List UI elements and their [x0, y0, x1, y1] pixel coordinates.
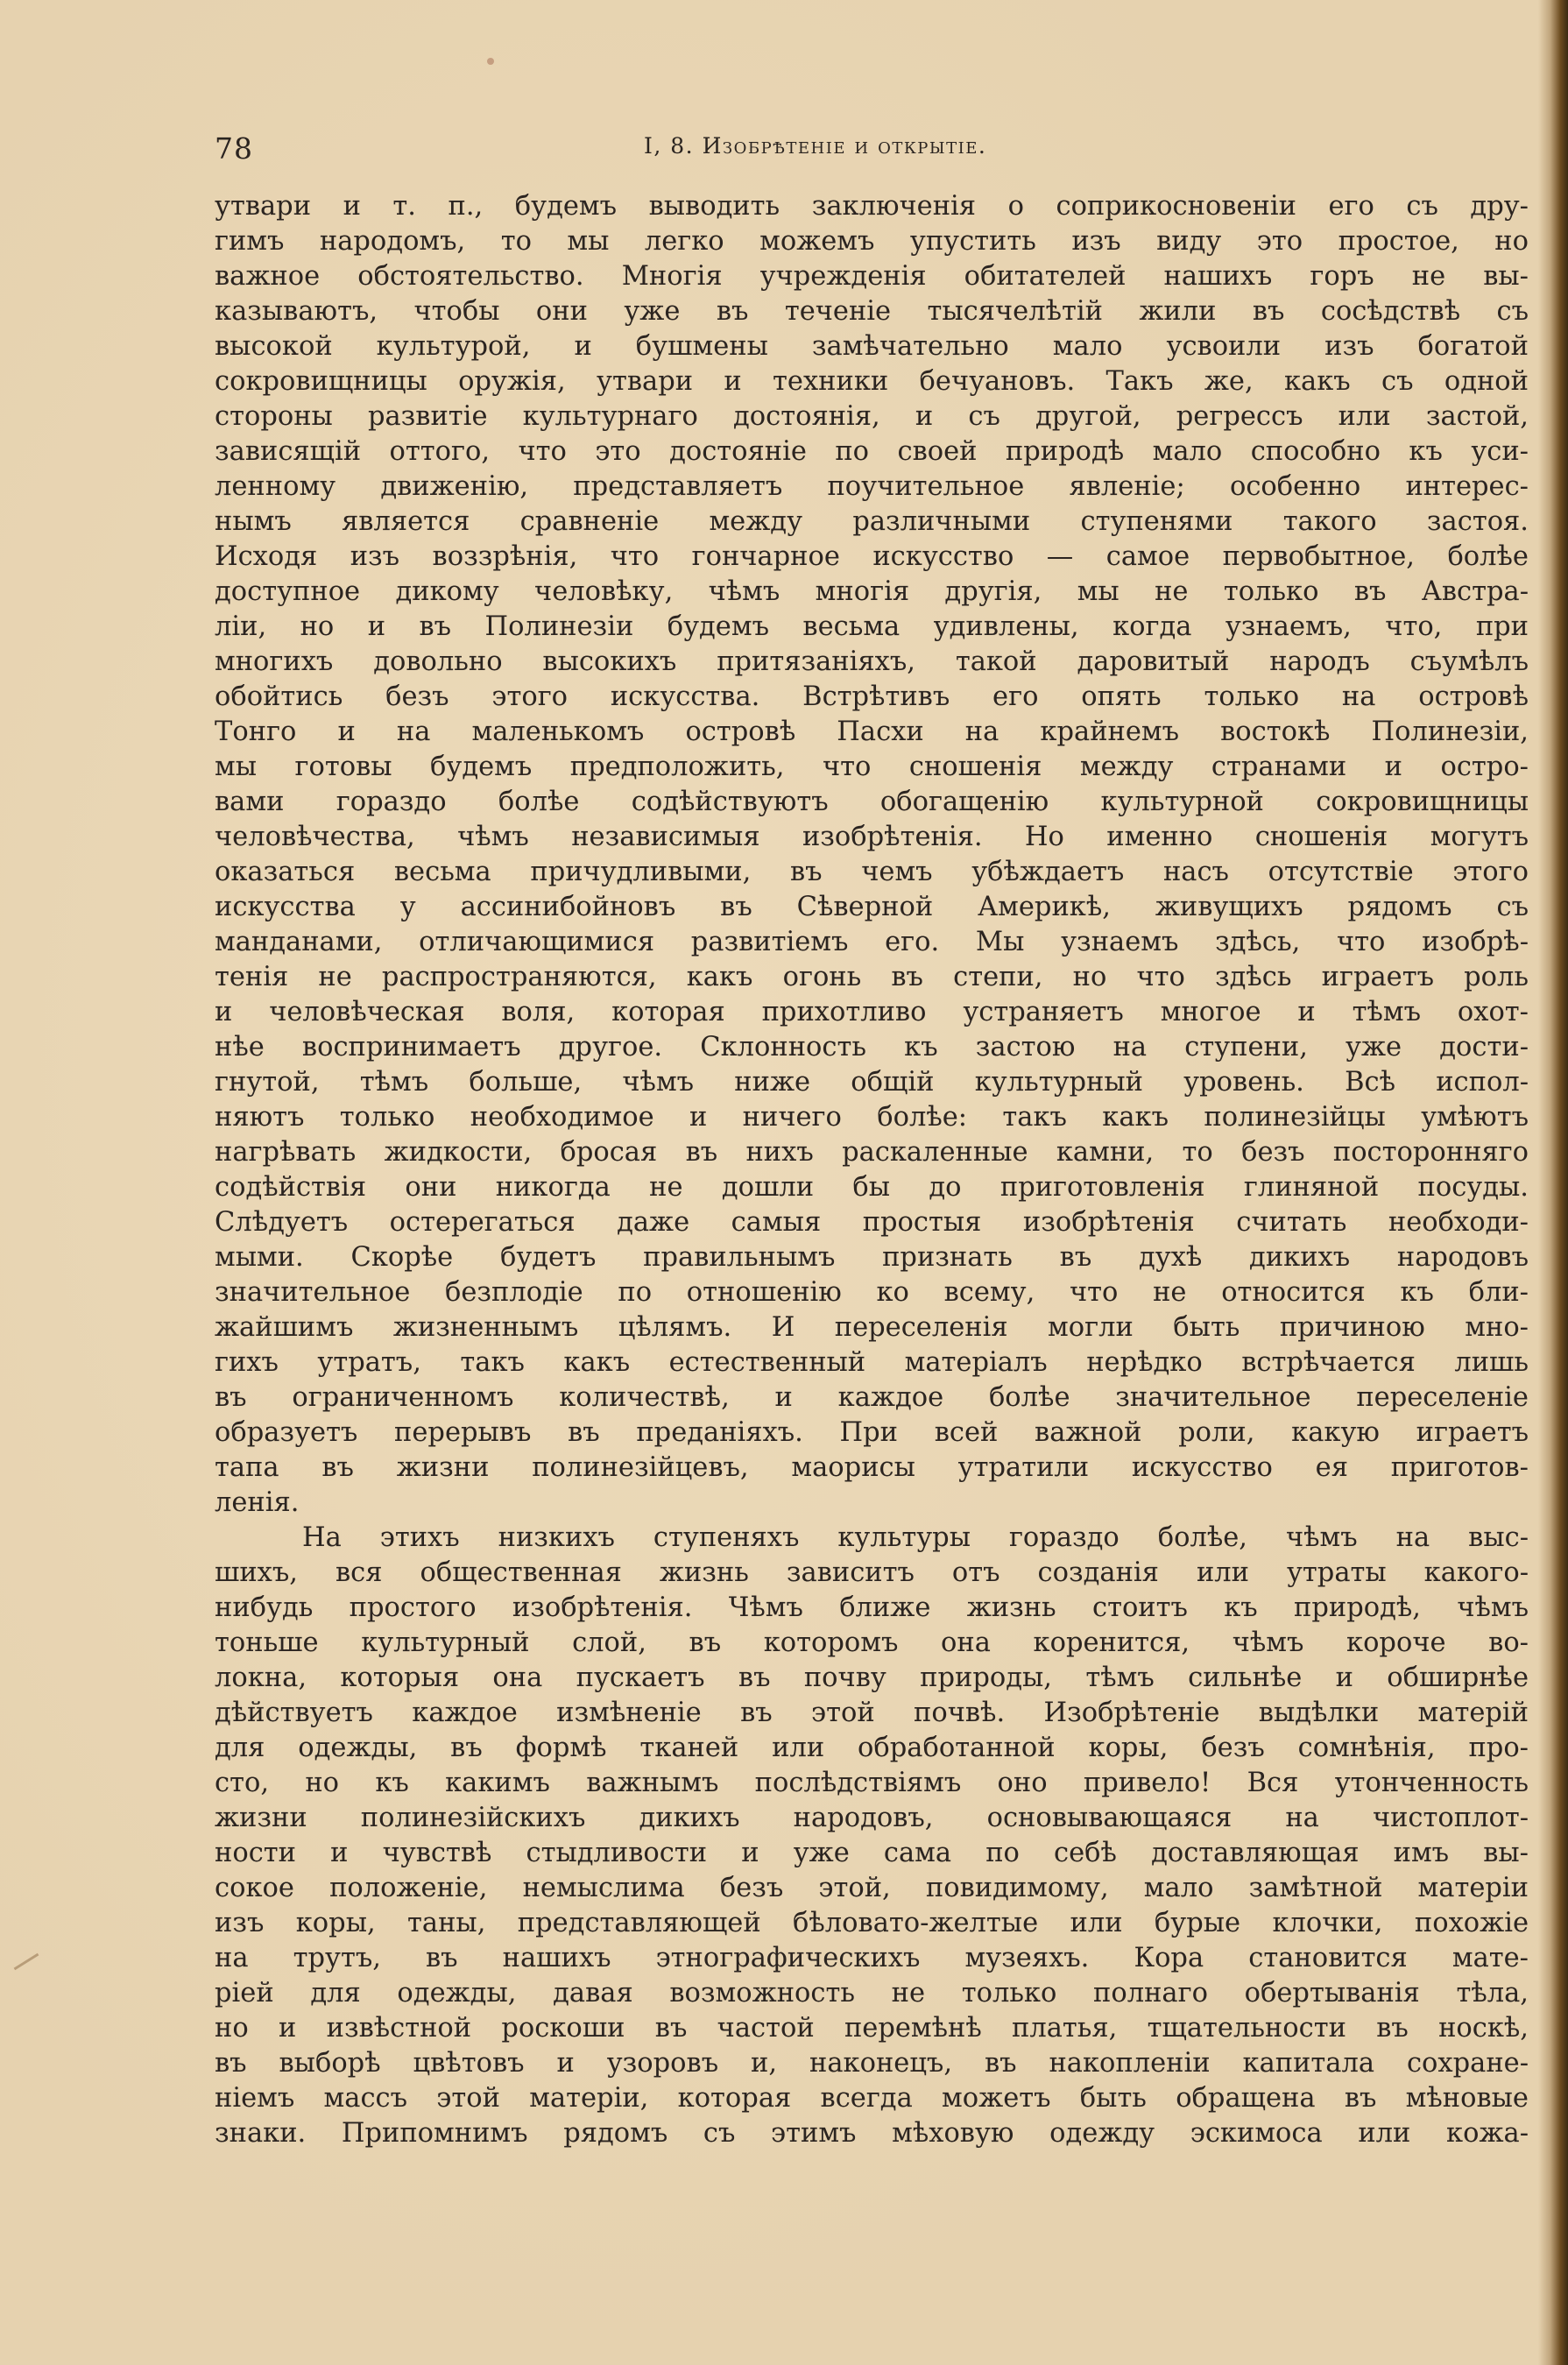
text-line: ріей для одежды, давая возможность не только полнаго обертыванія тѣла, — [215, 1978, 1529, 2008]
text-line: нымъ является сравненіе между различными ступенями такого застоя. — [215, 506, 1529, 537]
text-line: нагрѣвать жидкости, бросая въ нихъ раскаленные камни, то безъ посторонняго — [215, 1137, 1529, 1168]
text-line: гнутой, тѣмъ больше, чѣмъ ниже общій культурный уровень. Всѣ испол- — [215, 1067, 1529, 1098]
paper-mark — [14, 1953, 39, 1971]
text-line: гихъ утратъ, такъ какъ естественный матеріалъ нерѣдко встрѣчается лишь — [215, 1347, 1529, 1378]
text-line: Тонго и на маленькомъ островѣ Пасхи на крайнемъ востокѣ Полинезіи, — [215, 717, 1529, 747]
text-line: зависящій оттого, что это достояніе по своей природѣ мало способно къ уси- — [215, 436, 1529, 467]
text-line: значительное безплодіе по отношенію ко всему, что не относится къ бли- — [215, 1277, 1529, 1308]
text-line: важное обстоятельство. Многія учрежденія обитателей нашихъ горъ не вы- — [215, 261, 1529, 292]
page-number: 78 — [215, 131, 253, 166]
text-line: нибудь простого изобрѣтенія. Чѣмъ ближе жизнь стоитъ къ природѣ, чѣмъ — [215, 1592, 1529, 1623]
text-line: высокой культурой, и бушмены замѣчательно мало усвоили изъ богатой — [215, 331, 1529, 362]
text-line: жайшимъ жизненнымъ цѣлямъ. И переселенія могли быть причиною мно- — [215, 1312, 1529, 1343]
text-line: Слѣдуетъ остерегаться даже самыя простыя изобрѣтенія считать необходи- — [215, 1207, 1529, 1238]
text-line: нѣе воспринимаетъ другое. Склонность къ застою на ступени, уже дости- — [215, 1032, 1529, 1062]
text-line: манданами, отличающимися развитіемъ его. Мы узнаемъ здѣсь, что изобрѣ- — [215, 927, 1529, 957]
book-spine-shadow — [1538, 0, 1568, 2365]
text-line: жизни полинезійскихъ дикихъ народовъ, основывающаяся на чистоплот- — [215, 1803, 1529, 1833]
text-line: въ ограниченномъ количествѣ, и каждое болѣе значительное переселеніе — [215, 1382, 1529, 1413]
body-text — [215, 189, 1529, 2151]
text-line: сокровищницы оружія, утвари и техники бечуановъ. Такъ же, какъ съ одной — [215, 366, 1529, 397]
text-line: локна, которыя она пускаетъ въ почву природы, тѣмъ сильнѣе и обширнѣе — [215, 1663, 1529, 1693]
text-line: для одежды, въ формѣ тканей или обработанной коры, безъ сомнѣнія, про- — [215, 1733, 1529, 1763]
text-line: оказаться весьма причудливыми, въ чемъ убѣждаетъ насъ отсутствіе этого — [215, 857, 1529, 887]
text-line: но и извѣстной роскоши въ частой перемѣнѣ платья, тщательности въ носкѣ, — [215, 2013, 1529, 2044]
text-line: Исходя изъ воззрѣнія, что гончарное искусство — самое первобытное, болѣе — [215, 541, 1529, 572]
text-line: и человѣческая воля, которая прихотливо устраняетъ многое и тѣмъ охот- — [215, 997, 1529, 1027]
text-line: сокое положеніе, немыслима безъ этой, повидимому, мало замѣтной матеріи — [215, 1873, 1529, 1903]
text-line: На этихъ низкихъ ступеняхъ культуры гораздо болѣе, чѣмъ на выс- — [302, 1522, 1529, 1553]
text-line: ленія. — [215, 1487, 300, 1518]
text-line: сто, но къ какимъ важнымъ послѣдствіямъ оно привело! Вся утонченность — [215, 1768, 1529, 1798]
text-line: изъ коры, таны, представляющей бѣловато-желтые или бурые клочки, похожіе — [215, 1908, 1529, 1938]
running-title: I, 8. Изобрѣтеніе и открытіе. — [644, 133, 987, 159]
text-line: многихъ довольно высокихъ притязаніяхъ, такой даровитый народъ съумѣлъ — [215, 646, 1529, 677]
text-line: казываютъ, чтобы они уже въ теченіе тысячелѣтій жили въ сосѣдствѣ съ — [215, 296, 1529, 327]
text-line: доступное дикому человѣку, чѣмъ многія другія, мы не только въ Австра- — [215, 576, 1529, 607]
text-line: утвари и т. п., будемъ выводить заключенія о соприкосновеніи его съ дру- — [215, 191, 1529, 222]
text-line: содѣйствія они никогда не дошли бы до приготовленія глиняной посуды. — [215, 1172, 1529, 1203]
text-line: обойтись безъ этого искусства. Встрѣтивъ его опять только на островѣ — [215, 681, 1529, 712]
page-header — [215, 131, 1529, 166]
text-line: тоньше культурный слой, въ которомъ она коренится, чѣмъ короче во- — [215, 1627, 1529, 1658]
text-line: вами гораздо болѣе содѣйствуютъ обогащенію культурной сокровищницы — [215, 787, 1529, 817]
text-line: няютъ только необходимое и ничего болѣе: такъ какъ полинезійцы умѣютъ — [215, 1102, 1529, 1133]
text-line: дѣйствуетъ каждое измѣненіе въ этой почвѣ. Изобрѣтеніе выдѣлки матерій — [215, 1698, 1529, 1728]
text-line: тапа въ жизни полинезійцевъ, маорисы утратили искусство ея приготов- — [215, 1452, 1529, 1483]
text-line: тенія не распространяются, какъ огонь въ степи, но что здѣсь играетъ роль — [215, 962, 1529, 992]
text-line: на трутъ, въ нашихъ этнографическихъ музеяхъ. Кора становится мате- — [215, 1943, 1529, 1973]
text-line: ленному движенію, представляетъ поучительное явленіе; особенно интерес- — [215, 471, 1529, 502]
text-line: стороны развитіе культурнаго достоянія, и съ другой, регрессъ или застой, — [215, 401, 1529, 432]
text-line: ніемъ массъ этой матеріи, которая всегда можетъ быть обращена въ мѣновые — [215, 2083, 1529, 2114]
text-line: человѣчества, чѣмъ независимыя изобрѣтенія. Но именно сношенія могутъ — [215, 822, 1529, 852]
text-line: ліи, но и въ Полинезіи будемъ весьма удивлены, когда узнаемъ, что, при — [215, 611, 1529, 642]
text-line: ности и чувствѣ стыдливости и уже сама по себѣ доставляющая имъ вы- — [215, 1838, 1529, 1868]
text-line: мыми. Скорѣе будетъ правильнымъ признать въ духѣ дикихъ народовъ — [215, 1242, 1529, 1273]
ink-spot — [487, 58, 494, 65]
text-line: знаки. Припомнимъ рядомъ съ этимъ мѣховую одежду эскимоса или кожа- — [215, 2118, 1529, 2149]
text-line: мы готовы будемъ предположить, что сношенія между странами и остро- — [215, 752, 1529, 782]
text-line: образуетъ перерывъ въ преданіяхъ. При всей важной роли, какую играетъ — [215, 1417, 1529, 1448]
text-line: гимъ народомъ, то мы легко можемъ упустить изъ виду это простое, но — [215, 226, 1529, 257]
text-line: шихъ, вся общественная жизнь зависитъ отъ созданія или утраты какого- — [215, 1557, 1529, 1588]
text-line: въ выборѣ цвѣтовъ и узоровъ и, наконецъ, въ накопленіи капитала сохране- — [215, 2048, 1529, 2079]
text-line: искусства у ассинибойновъ въ Сѣверной Америкѣ, живущихъ рядомъ съ — [215, 892, 1529, 922]
